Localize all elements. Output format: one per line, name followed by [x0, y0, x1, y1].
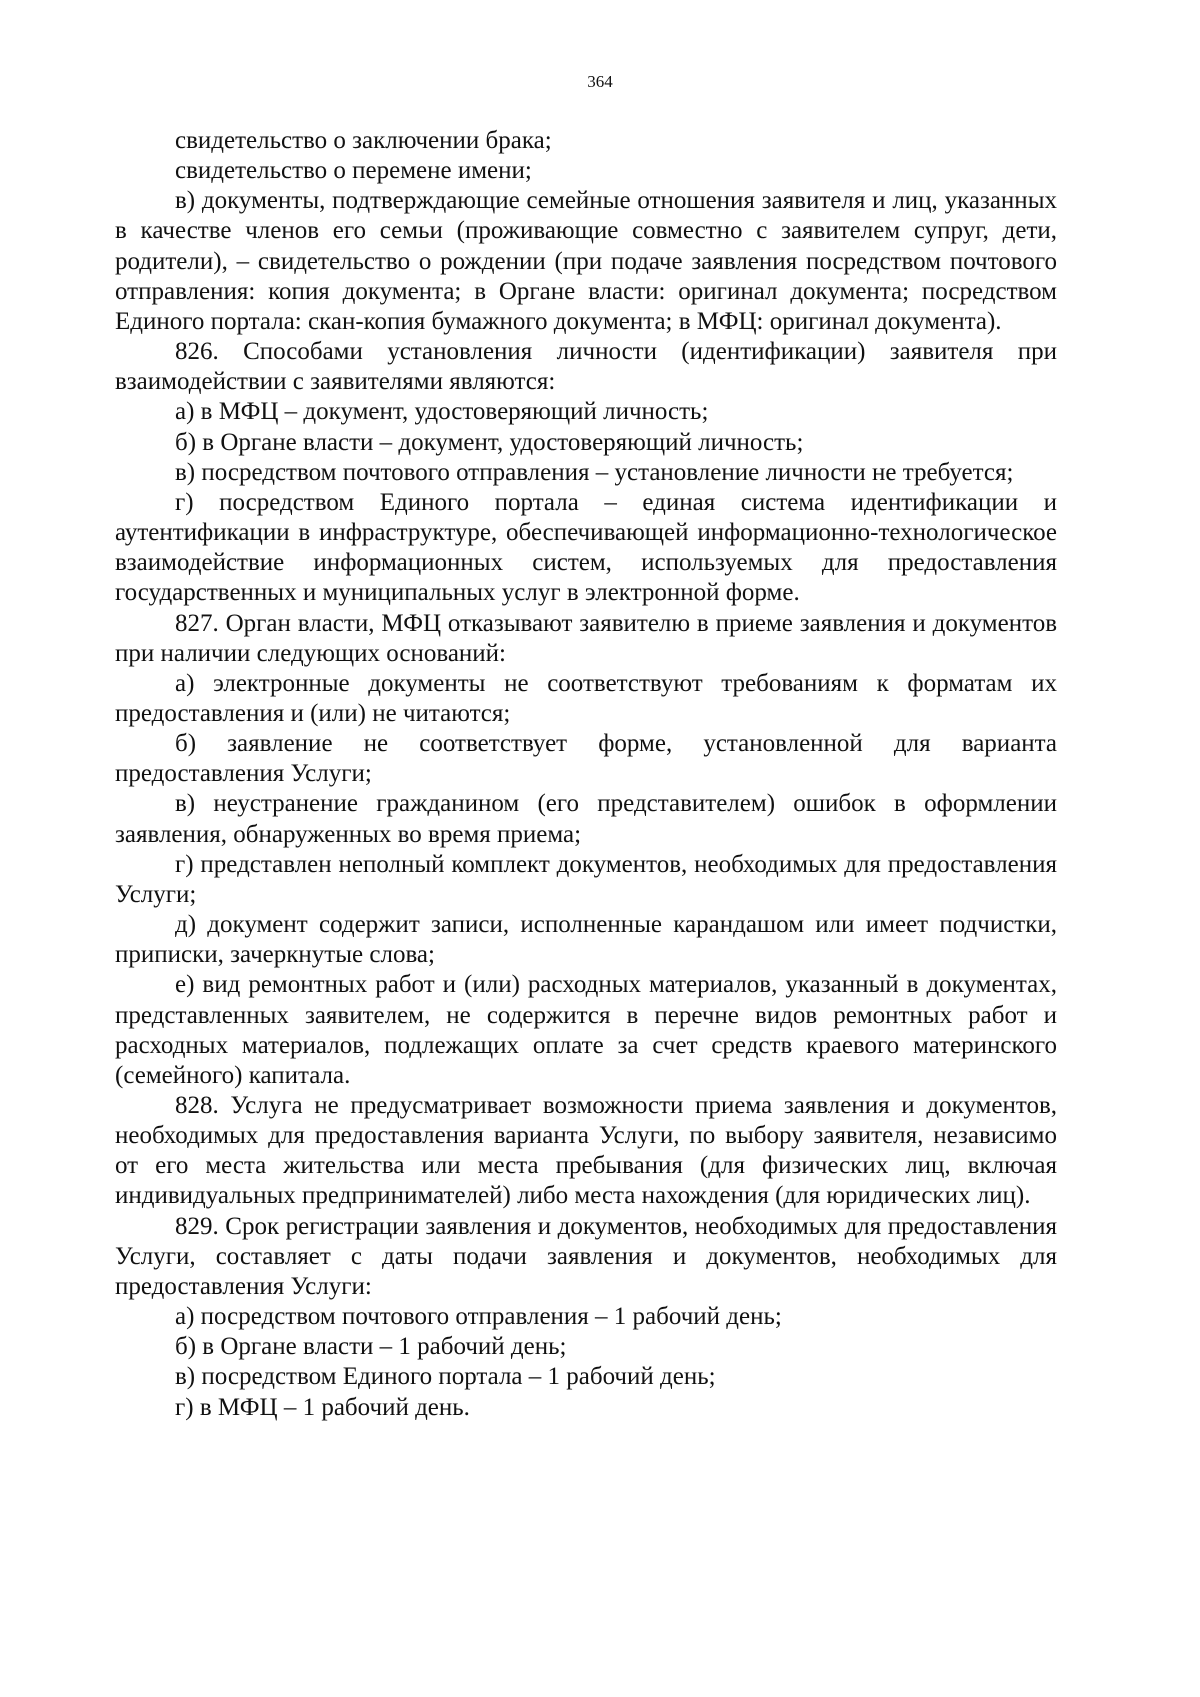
list-item-826-g: г) посредством Единого портала – единая система идентификации и аутентификации в инфраструктуре, обеспечивающей информационно-технологическое взаимодействие информационных систем, используемых для предоставления государственных и муниципальных услуг в электронной форме.: [115, 488, 1057, 607]
list-item-827-a: а) электронные документы не соответствуют требованиям к форматам их предоставления и (или) не читаются;: [115, 669, 1057, 727]
page-number: 364: [587, 72, 613, 91]
list-item-827-v: в) неустранение гражданином (его представителем) ошибок в оформлении заявления, обнаруженных во время приема;: [115, 790, 1057, 848]
paragraph-828-extraterritorial: 828. Услуга не предусматривает возможности приема заявления и документов, необходимых для предоставления варианта Услуги, по выбору заявителя, независимо от его места жительства или места пребывания (для физических лиц, включая индивидуальных предпринимателей) либо места нахождения (для юридических лиц).: [115, 1092, 1057, 1210]
list-item-829-v: в) посредством Единого портала – 1 рабочий день;: [175, 1363, 716, 1391]
list-item-827-e: е) вид ремонтных работ и (или) расходных материалов, указанный в документах, представленных заявителем, не содержится в перечне видов ремонтных работ и расходных материалов, подлежащих оплате за счет средств краевого материнского (семейного) капитала.: [115, 971, 1057, 1089]
list-item-829-a: а) посредством почтового отправления – 1 рабочий день;: [175, 1303, 782, 1331]
paragraph-name-change-certificate: свидетельство о перемене имени;: [175, 157, 532, 185]
list-item-827-b: б) заявление не соответствует форме, установленной для варианта предоставления Услуги;: [115, 730, 1057, 788]
paragraph-827-refusal-grounds: 827. Орган власти, МФЦ отказывают заявителю в приеме заявления и документов при наличии следующих оснований:: [115, 609, 1057, 667]
list-item-829-b: б) в Органе власти – 1 рабочий день;: [175, 1333, 567, 1361]
list-item-829-g: г) в МФЦ – 1 рабочий день.: [175, 1393, 470, 1421]
list-item-826-a: а) в МФЦ – документ, удостоверяющий личность;: [175, 398, 709, 426]
paragraph-826-identification-methods: 826. Способами установления личности (идентификации) заявителя при взаимодействии с заявителями являются:: [115, 338, 1057, 396]
document-body: [115, 126, 1057, 1423]
paragraph-829-registration-term: 829. Срок регистрации заявления и документов, необходимых для предоставления Услуги, составляет с даты подачи заявления и документов, необходимых для предоставления Услуги:: [115, 1212, 1057, 1300]
paragraph-family-documents: в) документы, подтверждающие семейные отношения заявителя и лиц, указанных в качестве членов его семьи (проживающие совместно с заявителем супруг, дети, родители), – свидетельство о рождении (при подаче заявления посредством почтового отправления: копия документа; в Органе власти: оригинал документа; посредством Единого портала: скан-копия бумажного документа; в МФЦ: оригинал документа).: [115, 187, 1057, 335]
paragraph-marriage-certificate: свидетельство о заключении брака;: [175, 127, 552, 154]
list-item-827-d: д) документ содержит записи, исполненные карандашом или имеет подчистки, приписки, зачеркнутые слова;: [115, 911, 1057, 969]
list-item-826-b: б) в Органе власти – документ, удостоверяющий личность;: [175, 428, 804, 456]
list-item-827-g: г) представлен неполный комплект документов, необходимых для предоставления Услуги;: [115, 850, 1057, 908]
list-item-826-v: в) посредством почтового отправления – установление личности не требуется;: [175, 458, 1014, 486]
